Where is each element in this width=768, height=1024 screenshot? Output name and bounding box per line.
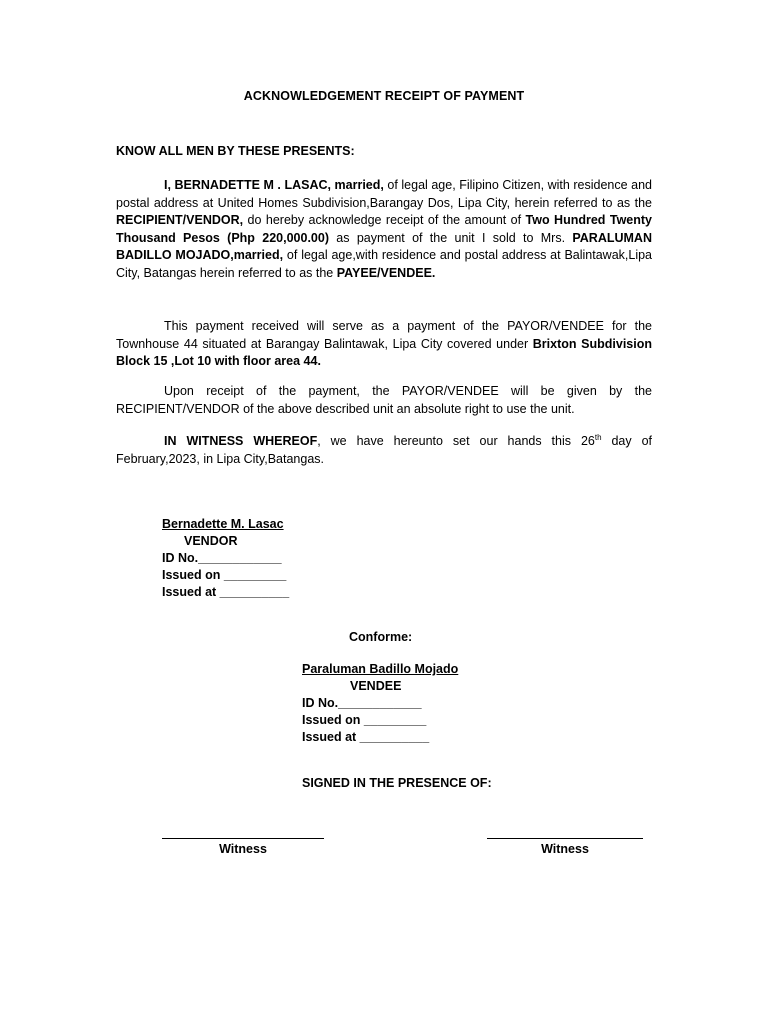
vendor-id-no: ID No.____________ [162,551,282,565]
vendee-id-no: ID No.____________ [302,696,422,710]
p1-text-b: do hereby acknowledge receipt of the amount of [243,213,526,228]
paragraph-payment-purpose [116,318,652,371]
vendor-role: VENDOR [184,534,238,548]
day-suffix: th [594,432,602,442]
witness-2-block [487,826,643,856]
vendor-signature-block [162,516,289,601]
signed-presence-label: SIGNED IN THE PRESENCE OF: [302,776,492,790]
p4-text-b: day of February,2023, in Lipa City,Batangas. [116,434,653,466]
document-title: ACKNOWLEDGEMENT RECEIPT OF PAYMENT [243,89,525,103]
p2-text: This payment received will serve as a payment of the PAYOR/VENDEE for the Townhouse 44 situated at Barangay Balintawak, Lipa City covered under [116,319,652,351]
property-details: Brixton Subdivision Block 15 ,Lot 10 with floor area 44. [116,336,653,369]
know-all-heading: KNOW ALL MEN BY THESE PRESENTS: [116,144,355,158]
conforme-label: Conforme: [349,630,413,644]
recipient-intro: I, BERNADETTE M . LASAC, married, [164,178,384,192]
payee-name: PARALUMAN BADILLO MOJADO,married, [116,230,652,263]
witness-whereof: IN WITNESS WHEREOF [164,434,318,448]
witness-2-label: Witness [541,842,589,856]
witness-2-signature-line [487,826,643,839]
p1-text-a: of legal age, Filipino Citizen, with residence and postal address at United Homes Subdivision,Barangay Dos, Lipa City, herein referred to as the [116,178,652,210]
vendor-issued-on: Issued on _________ [162,568,287,582]
p3-text: Upon receipt of the payment, the PAYOR/VENDEE will be given by the RECIPIENT/VENDOR of the above described unit an absolute right to use the unit. [116,384,652,416]
paragraph-rights [116,383,652,418]
payee-role: PAYEE/VENDEE. [336,265,436,280]
vendee-role: VENDEE [350,679,402,693]
vendor-issued-at: Issued at __________ [162,585,290,599]
p1-text-c: as payment of the unit I sold to Mrs. [328,230,573,245]
witness-1-signature-line [162,826,324,839]
vendee-issued-at: Issued at __________ [302,730,430,744]
recipient-role: RECIPIENT/VENDOR, [116,213,244,228]
paragraph-witness-whereof [116,433,652,468]
payment-amount: Two Hundred Twenty Thousand Pesos (Php 220,000.00) [116,213,652,245]
vendee-name: Paraluman Badillo Mojado [302,662,459,676]
vendor-name: Bernadette M. Lasac [162,517,284,531]
paragraph-acknowledgement [116,177,652,283]
witness-1-block [162,826,324,856]
p4-text-a: , we have hereunto set our hands this 26 [317,434,595,448]
witness-1-label: Witness [219,842,267,856]
p1-text-d: of legal age,with residence and postal address at Balintawak,Lipa City, Batangas herein referred to as the [116,248,653,280]
vendee-signature-block [302,661,458,746]
vendee-issued-on: Issued on _________ [302,713,427,727]
